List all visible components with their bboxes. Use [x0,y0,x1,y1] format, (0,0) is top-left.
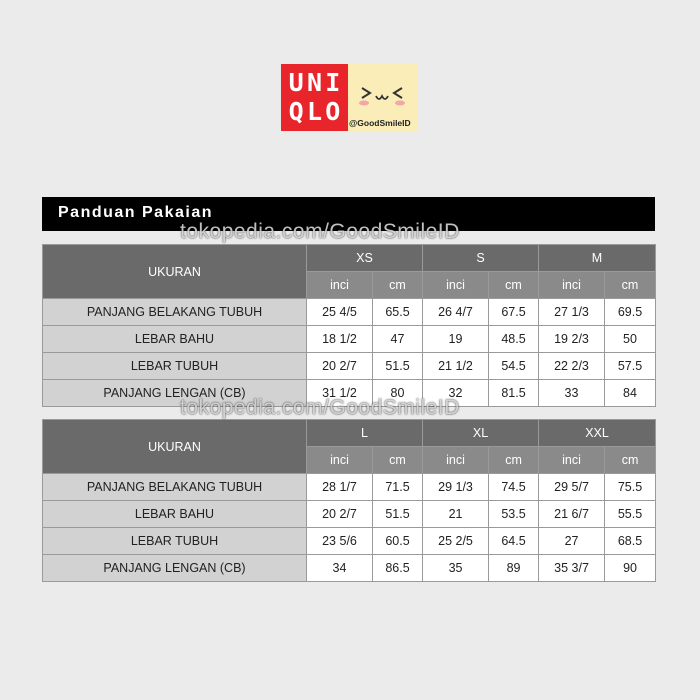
size-table-1 [42,244,656,407]
measurement-value: 31 1/2 [307,380,373,407]
unit-header: cm [489,447,539,474]
unit-header: cm [605,447,656,474]
logo-letter: N [306,68,323,97]
measurement-value: 53.5 [489,501,539,528]
size-header: M [539,245,656,272]
measurement-value: 55.5 [605,501,656,528]
measurement-value: 89 [489,555,539,582]
measurement-value: 74.5 [489,474,539,501]
watermark-text: tokopedia.com/GoodSmileID [180,220,460,243]
measurement-label: PANJANG LENGAN (CB) [43,380,307,407]
measurement-label: LEBAR BAHU [43,501,307,528]
measurement-value: 19 [423,326,489,353]
measurement-value: 19 2/3 [539,326,605,353]
measurement-value: 32 [423,380,489,407]
measurement-value: 35 [423,555,489,582]
measurement-value: 34 [307,555,373,582]
measurement-value: 75.5 [605,474,656,501]
size-header: XS [307,245,423,272]
measurement-value: 64.5 [489,528,539,555]
size-header: XL [423,420,539,447]
measurement-value: 27 1/3 [539,299,605,326]
unit-header: cm [373,447,423,474]
table-row [43,474,656,501]
measurement-value: 50 [605,326,656,353]
measurement-value: 27 [539,528,605,555]
measurement-label: PANJANG LENGAN (CB) [43,555,307,582]
table-row [43,326,656,353]
size-table-2 [42,419,656,582]
measurement-value: 84 [605,380,656,407]
measurement-value: 35 3/7 [539,555,605,582]
logo-letter: I [325,68,341,97]
unit-header: inci [423,272,489,299]
measurement-value: 60.5 [373,528,423,555]
page-title: Panduan Pakaian [58,204,213,221]
measurement-label: LEBAR TUBUH [43,528,307,555]
measurement-value: 65.5 [373,299,423,326]
measurement-value: 69.5 [605,299,656,326]
smiley-face-icon [352,80,412,110]
measurement-value: 47 [373,326,423,353]
unit-header: inci [423,447,489,474]
measurement-value: 26 4/7 [423,299,489,326]
measurement-value: 86.5 [373,555,423,582]
measurement-value: 51.5 [373,501,423,528]
table-row [43,501,656,528]
uniqlo-logo [281,64,348,131]
logo-letter: O [325,96,341,126]
table-row [43,555,656,582]
shop-handle: @GoodSmileID [349,118,411,128]
measurement-value: 28 1/7 [307,474,373,501]
measurement-value: 68.5 [605,528,656,555]
watermark-text: tokopedia.com/GoodSmileID [180,396,460,419]
size-header: XXL [539,420,656,447]
measurement-value: 57.5 [605,353,656,380]
measurement-value: 21 1/2 [423,353,489,380]
unit-header: cm [373,272,423,299]
unit-header: inci [307,447,373,474]
measurement-value: 20 2/7 [307,501,373,528]
measurement-label: LEBAR BAHU [43,326,307,353]
measurement-value: 33 [539,380,605,407]
size-header: L [307,420,423,447]
measurement-value: 54.5 [489,353,539,380]
measurement-value: 80 [373,380,423,407]
measurement-value: 90 [605,555,656,582]
measurement-value: 48.5 [489,326,539,353]
measurement-value: 29 5/7 [539,474,605,501]
size-header: S [423,245,539,272]
row-header: UKURAN [43,245,307,299]
measurement-value: 20 2/7 [307,353,373,380]
measurement-value: 67.5 [489,299,539,326]
unit-header: inci [539,447,605,474]
measurement-value: 25 4/5 [307,299,373,326]
measurement-label: LEBAR TUBUH [43,353,307,380]
logo-letter: Q [288,96,304,126]
measurement-value: 21 6/7 [539,501,605,528]
measurement-value: 18 1/2 [307,326,373,353]
row-header: UKURAN [43,420,307,474]
measurement-value: 25 2/5 [423,528,489,555]
measurement-value: 71.5 [373,474,423,501]
logo-letter: L [306,96,323,126]
unit-header: cm [605,272,656,299]
table-row [43,299,656,326]
measurement-label: PANJANG BELAKANG TUBUH [43,299,307,326]
table-row [43,353,656,380]
measurement-value: 51.5 [373,353,423,380]
unit-header: inci [307,272,373,299]
measurement-value: 23 5/6 [307,528,373,555]
measurement-value: 21 [423,501,489,528]
measurement-value: 22 2/3 [539,353,605,380]
table-row [43,528,656,555]
unit-header: cm [489,272,539,299]
unit-header: inci [539,272,605,299]
logo-letter: U [288,68,304,97]
measurement-label: PANJANG BELAKANG TUBUH [43,474,307,501]
measurement-value: 29 1/3 [423,474,489,501]
measurement-value: 81.5 [489,380,539,407]
